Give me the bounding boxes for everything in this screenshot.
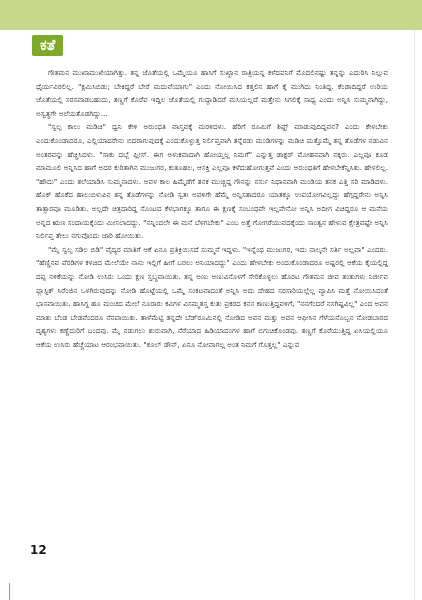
page-edge-divider [414,30,415,600]
section-bar [0,30,422,63]
paragraph: ಗೌತಮನ ಮುಖಾಮುಖಿಯಾಗಿತ್ತು. ತನ್ನ ಜೊತೆಯಲ್ಲಿ ಒಮ್ಮೆಯೂ ಹಾಸಿಗೆ ಸುಖ್ಖಾನ ರಾತ್ರಿಯನ್ನ ಕಳೆದವನಿಗೆ ಮೊದಲಿನಷ್ಟು ತನ್ನನ್ನು ಎದುರಿಸಿ ನಿಲ್ಲುವ ಧೈರ್ಯವಿರಲಿಲ್ಲ. "ಕ್ಷಮಿಸಿಬಿಡು; ಬೇಕಿದ್ದರೆ ಬೇರೆ ಮದುವೆಯಾಗು" ಎಂದು ನೋಯಿಸಿದ ಕತ್ತಲಿನ ಹಾಗೆ ಕೈ ಮುಗಿದು ನಿಂತಿದ್ದ. ಕೆಂಡಾದಿದ್ದರೆ ಉರಿಯ ಜೊತೆಯಲ್ಲಿ ಸರಸವಾಡಬಹುದು, ತಣ್ಣಗೆ ಕೊರೆವ ಇದ್ದಿಲ ಜೊತೆಯಲ್ಲಿ ಗುದ್ದಾಡಿದರೆ ಮಸಿಯಲ್ಲದೆ ಮತ್ತೇನು ಸಿಗಲಿಕ್ಕೆ ಸಾಧ್ಯ ಎಂದು ಅನ್ನಿಸಿ ಸುಮ್ಮನಾಗಿದ್ದು, ಅಸ್ವತ್ಥಗೇ ಅಲೆಯತೊಡಗಿದ್ದು... [36,68,388,118]
page-number: 12 [30,543,47,557]
story-body [36,66,388,516]
paragraph: "ಸ್ವಲ್ಪ ಕಾಲು ಮಡಿಚಿ" ಧ್ವನಿ ಕೇಳಿ ಅರುಂಧತಿ ವಾಸ್ತವಕ್ಕೆ ಮರಳಿದಳು. ಹೆರಿಗೆ ರೂಮಿಗೆ ಶಿಫ್ಟ್ ಮಾಡುವುದಿದ್ದವನ? ಎಂದು ಕೇಳಬೇಕು ಎಂದುಕೊಂಡಾದರೂ, ಎಲ್ಲಿಯಾದರೇನು ಬಿದರಾಗುವುದಕ್ಕೆ ಎಂದುಕೊಳ್ಳುತ್ತ ನಿರ್ಲಿಪ್ತವಾಗಿ ತನ್ನೆರಡು ಮಂಡಿಗಳನ್ನು ಮಡಿಚಿ ಮತ್ತೊಮ್ಮೆ ತನ್ನ ತೊಡೆಗಳ ನಡುವಿನ ಅಂತರವನ್ನು ಹೆಚ್ಚಿಸಿದಳು. "ಸಾಕು ದಬ್ಬೆ ಪ್ಲೀಸ್. ಈಗ ಅಳುಕವಾದಾಗಿ ಹೋಯ್ತಲ್ಲ ನಿಮಗೆ" ಎನ್ನುತ್ತ ಡಾಕ್ಟರ್ ಮೋಹನವಾಗಿ ನಕ್ಕರು. ಎಲ್ಲವೂ ಕೂಡ ಮಾಮೂಲಿ ಅನ್ನಿಸಿದ ಹಾಗೆ ಅದರ ಕುರಿತಾಗಿನ ಮುಜುಗರ, ಕುತೂಹಲ, ಆಸಕ್ತಿ ಎಲ್ಲವೂ ಕಳೆದುಹೋಗುತ್ತವೆ ಎಂದು ಅರುಂಧತಿಗೆ ಹೇಳಬೇಕೆನ್ನಿಸಿತು. ಹೇಳಲಿಲ್ಲ. "ಹೌದು" ಎಂದು ತಲೆಯಾಡಿಸಿ ಸುಮ್ಮನಾದಳು. ಅವಳ ಕಾಲ ಹಿಮ್ಮೆಡೆಗೆ ತನಕ ಮುಚ್ಚಿದ್ದ ಗೌನನ್ನು ನರ್ಸು ನಿಧಾನವಾಗಿ ಮಂಡಿಯ ತನಕ ಎತ್ತಿ ಸರಿ ಮಾಡಿದಳು. ಹೊಕ್ ಹೊಕೆದ ಹಾಲುಬಿಳುಪಿನ ತನ್ನ ತೊಡೆಗಳನ್ನು ನೋಡಿ ಸ್ವತಃ ಅವಳಿಗೇ ಹೆಮ್ಮೆ ಅನ್ನಿಸತಾದರೂ ಯಾತಕ್ಕೂ ಉಪಯೋಗವಿಲ್ಲದ್ದು ಹೆಗ್ಗದ್ದರೇನು ಅನ್ನಿಸಿ ತಾತ್ಸಾರವೂ ಮೂಡಿತು. ಅಲ್ಲದೇ ಚಿತ್ರದಾರಿದ್ದ ಸೊಂಟದ ಕೆಳಭಾಗಕ್ಕೂ ತಾಗೂ ಈ ಕ್ಷಣಕ್ಕೆ ಸಂಬಂಧವೇ ಇಲ್ಲವೇನೋ ಅನ್ನಿಸಿ ಅದೀಗ ವಿಚಿದ್ದರೂ ಆ ಮನೆಯ ಅನ್ನದ ಋಣ ಸಂದಾಯಕ್ಕೆಂದು ಮೀಸಲಾದದ್ದು. "ನನ್ನಿಂದಲೇ ಈ ಮನೆ ಬೆಳಗಬೇಕು" ಎಂಬ ಅತ್ತೆ ಗೋಗರೆಯುವದಕ್ಕೆಂದು ಸಾಂತ್ವನ ಹೇಳುವ ಕ್ಷೇತ್ರವಷ್ಟೇ ಅನ್ನಿಸಿ ನಿರ್ಲಿಪ್ತ ತೇಲು ನಗುವೊಂದು ಜಾರಿ ಹೋಯಿತು. [36,122,388,241]
crop-mark [9,583,10,600]
paragraph: "ಮೈ ಸ್ವಲ್ಪ ಸಡಿಲ ಬಿಡಿ" ವೈದ್ಯರ ಮಾತಿಗೆ ಆಕೆ ಏನೂ ಪ್ರತಿಕ್ರಿಯಿಸದೆ ಸುಮ್ಮನೆ ಇದ್ದಳು. "ಇನ್ನೆಂಥ ಮುಜುಗರ, ಇದು ನಾಲ್ಕನೇ ಸರ್ತಿ ಅಲ್ಲವಾ" ಎಂದರು. "ಹೆಣ್ಣಿನವ ಪೆರಡಿಗಳ ಕಳಚಿದ ಮೇಲೆಯೇ ನಾನು ಇಲ್ಲಿಗೆ ಹೀಗೆ ಬರಲು ಅನಿಯಾದದ್ದು" ಎಂದು ಹೇಳಬೇಕು ಅಂದುಕೊಂಡಾದರೂ ಅಷ್ಟರಲ್ಲಿ ಆಕೆಯ ಕೈಯಲ್ಲಿದ್ದ ದಪ್ಪ ನಳಿಕೆಯನ್ನು ನೋಡಿ ಉಸಿರು ಒಂದು ಕ್ಷಣ ಸ್ತಬ್ಧವಾಯಿತು. ತನ್ನ ಅಣು ಅಣುವಿನೊಳಗೆ ಸೇರಿಕೊಳ್ಳಲು ಹೊರಟ ಗೌತಮನ ಜೀವ ತಂತುಗಳು ನಿರ್ಜೀವ ಪ್ಲಾಸ್ಟಿಕ್ ಸಿರೆಂಜಿನ ಒಳಗಿರುವುದನ್ನು ನೋಡಿ ಹೊಟ್ಟೆಯಲ್ಲಿ ಒಮ್ಮೆ ಸಂಕಟವಾದಂತೆ ಅನ್ನಿಸಿ ಅದು ದೇಹದ ಸರಸಾರಿಯಲ್ಲೆಲ್ಲ ವ್ಯಾಪಿಸಿ ಮತ್ತೆ ನೋಯಿಸಿದಂತೆ ಭಾಸವಾಯಿತು. ಹಾಸಿಗ್ದ ಹೂ ಮಂಚದ ಮೇಲೆ ನೂರಾರು ಕವಿಗಳ ವಿಸಮ್ಮತಸ್ತ ಕುತು ಪ್ರಕರದ ಕನಸ ಕಾಣುತ್ತಿದ್ದವಳಿಗೆ, "ನನಗೆಂದರೆ ನಸಗಿಷ್ಟವಿಲ್ಲ" ಎಂದ ಅವನ ಮಾತು ಬೆಂಡ ಬೇಡವೆಂದರೂ ನೆನಪಾಯಿತು. ತಾಳೆಮೆಟ್ಟಿ ತನ್ನದೇ ಬೆಡ್‌ರೂಮಿನಲ್ಲಿ ನೋಡಿದ ಅವನ ಮತ್ತು ಅವನ ಆಫೀಸಿನ ಗೆಳೆಯನೊಬ್ಬನ ನೋಡಬಾರದ ದೃಶ್ಯಗಳು ಕಣ್ಣೆದುರಿಗೆ ಬಂದವು. ಮೈ ನಡುಗಲು ಶುರುವಾಗಿ, ನೆರೆಯಾದ ಹಿಡಿಯಾದಂಗಳ ಹಾಗೆ ಬಿಗುಚಿಕೊಂಡವು. ತಣ್ಣಗೆ ಕೊರೆಯುತ್ತಿದ್ದ ಏಸಿಯಲ್ಲಿಯೂ ಆಕೆಯ ಉಸಿರು ಹೆಚ್ಚೆಯಾಟ ಆರಂಭವಾಯಿತು. "ಕೂಲ್ ಡೌನ್, ಏನೂ ನೋವಾಗಲ್ಲ ಅಂತ ನಿಮಗೆ ಗೊತ್ತಲ್ಲ" ಎನ್ನುವ [36,244,388,349]
header-band [0,0,422,30]
section-label: ಕತೆ [32,35,63,56]
